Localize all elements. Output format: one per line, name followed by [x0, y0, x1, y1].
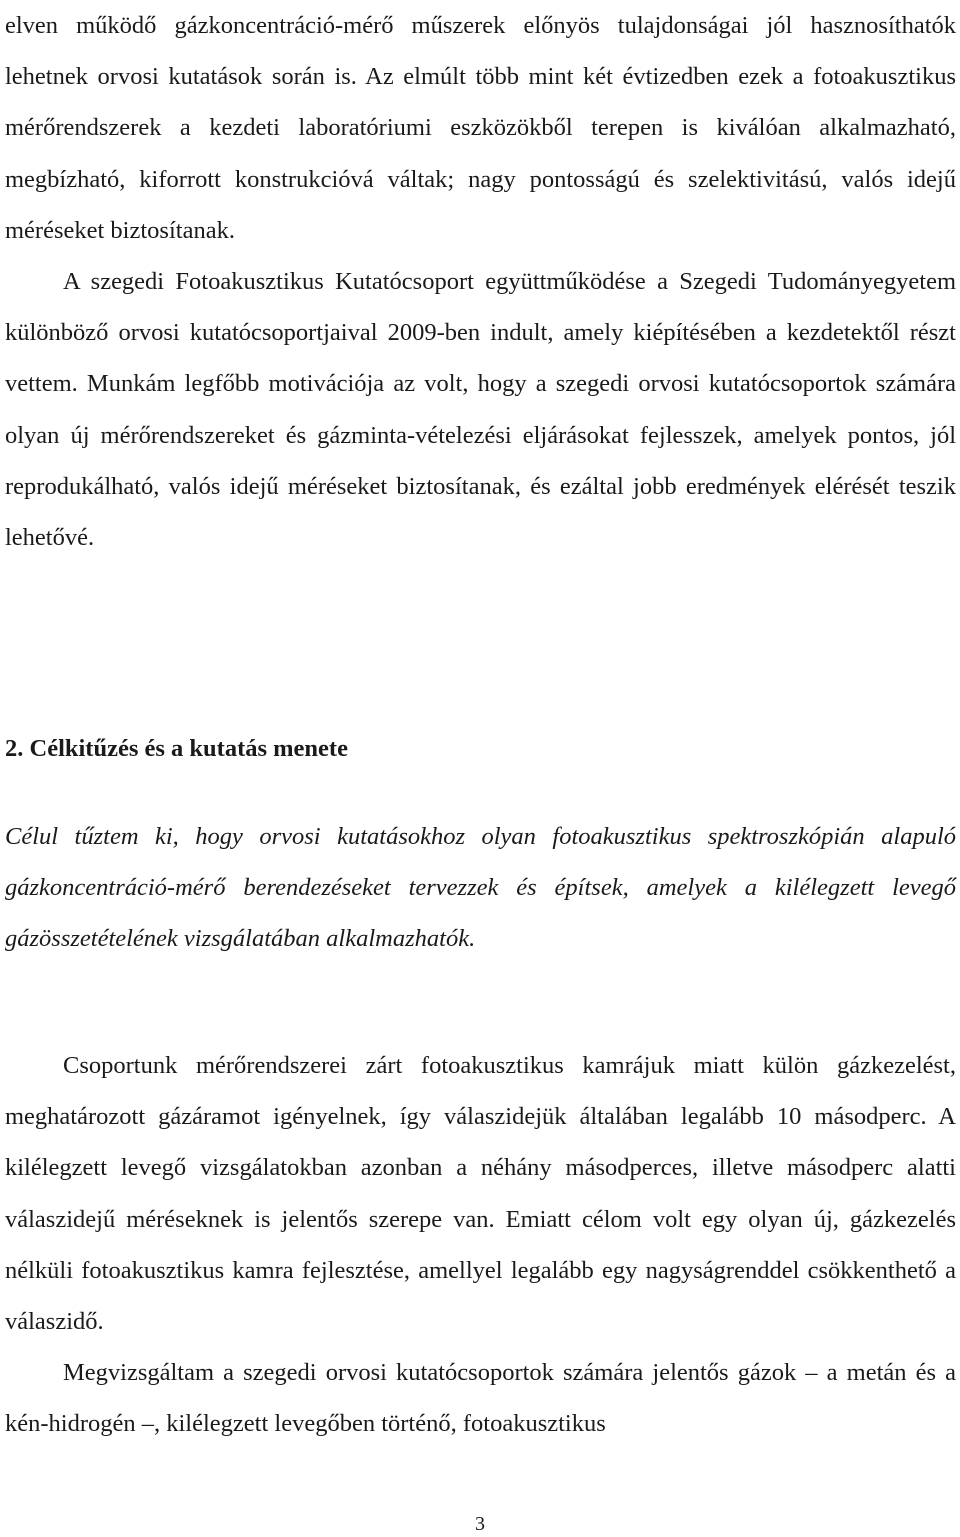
method-block — [5, 1040, 956, 1450]
page-number: 3 — [475, 1513, 485, 1535]
goal-paragraph: Célul tűztem ki, hogy orvosi kutatásokhoz olyan fotoakusztikus spektroszkópián alapuló gázkoncentráció-mérő berendezéseket tervezzek és építsek, amelyek a kilélegzett levegő gázösszetételének vizsgálatában alkalmazhatók. — [5, 823, 956, 953]
paragraph-gases: Megvizsgáltam a szegedi orvosi kutatócsoportok számára jelentős gázok – a metán és a kén-hidrogén –, kilélegzett levegőben történő, fotoakusztikus — [5, 1359, 956, 1438]
page-body — [5, 0, 956, 563]
paragraph-response-time: Csoportunk mérőrendszerei zárt fotoakusztikus kamrájuk miatt külön gázkezelést, meghatározott gázáramot igényelnek, így válaszidejük általában legalább 10 másodperc. A kilélegzett levegő vizsgálatokban azonban a néhány másodperces, illetve másodperc alatti válaszidejű méréseknek is jelentős szerepe van. Emiatt célom volt egy olyan új, gázkezelés nélküli fotoakusztikus kamra fejlesztése, amellyel legalább egy nagyságrenddel csökkenthető a válaszidő. — [5, 1052, 956, 1336]
paragraph-intro-continuation: elven működő gázkoncentráció-mérő műszerek előnyös tulajdonságai jól hasznosíthatók lehetnek orvosi kutatások során is. Az elmúlt több mint két évtizedben ezek a fotoakusztikus mérőrendszerek a kezdeti laboratóriumi eszközökből terepen is kiválóan alkalmazható, megbízható, kiforrott konstrukcióvá váltak; nagy pontosságú és szelektivitású, valós idejű méréseket biztosítanak. — [5, 12, 956, 244]
paragraph-collaboration: A szegedi Fotoakusztikus Kutatócsoport együttműködése a Szegedi Tudományegyetem különböző orvosi kutatócsoportjaival 2009-ben indult, amely kiépítésében a kezdetektől részt vettem. Munkám legfőbb motivációja az volt, hogy a szegedi orvosi kutatócsoportok számára olyan új mérőrendszereket és gázminta-vételezési eljárásokat fejlesszek, amelyek pontos, jól reprodukálható, valós idejű méréseket biztosítanak, és ezáltal jobb eredmények elérését teszik lehetővé. — [5, 268, 956, 552]
goal-block — [5, 811, 956, 965]
section-heading: 2. Célkitűzés és a kutatás menete — [5, 735, 348, 762]
